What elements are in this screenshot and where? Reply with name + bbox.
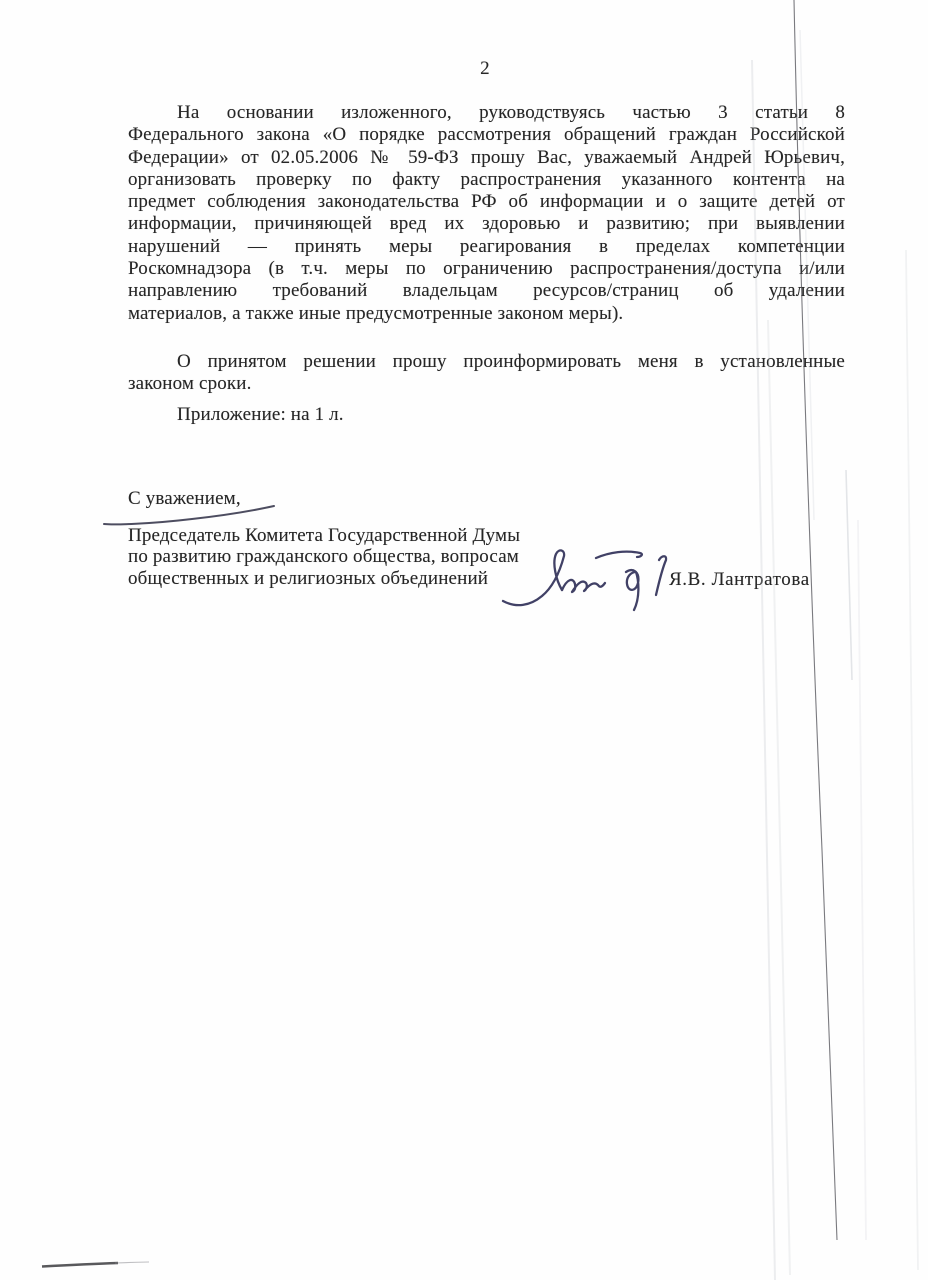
scan-streak <box>906 250 918 1270</box>
salutation-underline-stroke <box>100 500 282 528</box>
bottom-left-mark <box>115 1262 149 1263</box>
body-line: Федерального закона «О порядке рассмотрения обращений граждан Российской <box>128 124 845 146</box>
signer-name: Я.В. Лантратова <box>669 569 810 590</box>
body-line: Приложение: на 1 л. <box>177 404 344 425</box>
body-line: На основании изложенного, руководствуясь частью 3 статьи 8 <box>177 102 845 123</box>
body-line: организовать проверку по факту распространения указанного контента на <box>128 168 845 190</box>
body-line: предмет соблюдения законодательства РФ об информации и о защите детей от <box>128 191 845 213</box>
scan-streak <box>768 320 790 1275</box>
paragraph-main <box>128 102 845 325</box>
signer-title-line: по развитию гражданского общества, вопросам <box>128 546 519 568</box>
signer-title-line: общественных и религиозных объединений <box>128 567 489 589</box>
body-line: информации, причиняющей вред их здоровью и развитию; при выявлении <box>128 213 845 235</box>
body-line: Роскомнадзора (в т.ч. меры по ограничению распространения/доступа и/или <box>128 258 845 280</box>
bottom-left-mark <box>42 1263 118 1267</box>
body-line: направлению требований владельцам ресурсов/страниц об удалении <box>128 280 845 302</box>
body-line: законом сроки. <box>128 373 252 395</box>
body-line: О принятом решении прошу проинформировать меня в установленные <box>177 351 845 372</box>
salutation-text: С уважением, <box>128 488 241 509</box>
page-number: 2 <box>480 58 490 79</box>
signer-title-line: Председатель Комитета Государственной Думы <box>128 525 521 546</box>
scan-streak <box>858 520 866 1240</box>
signature <box>498 527 676 619</box>
body-line: нарушений — принять меры реагирования в пределах компетенции <box>128 235 845 257</box>
attachment-note <box>128 404 845 426</box>
body-line: материалов, а также иные предусмотренные законом меры). <box>128 302 624 324</box>
body-line: Федерации» от 02.05.2006 № 59-ФЗ прошу Вас, уважаемый Андрей Юрьевич, <box>128 146 845 168</box>
scan-streak <box>846 470 852 680</box>
paragraph-decision <box>128 351 845 396</box>
